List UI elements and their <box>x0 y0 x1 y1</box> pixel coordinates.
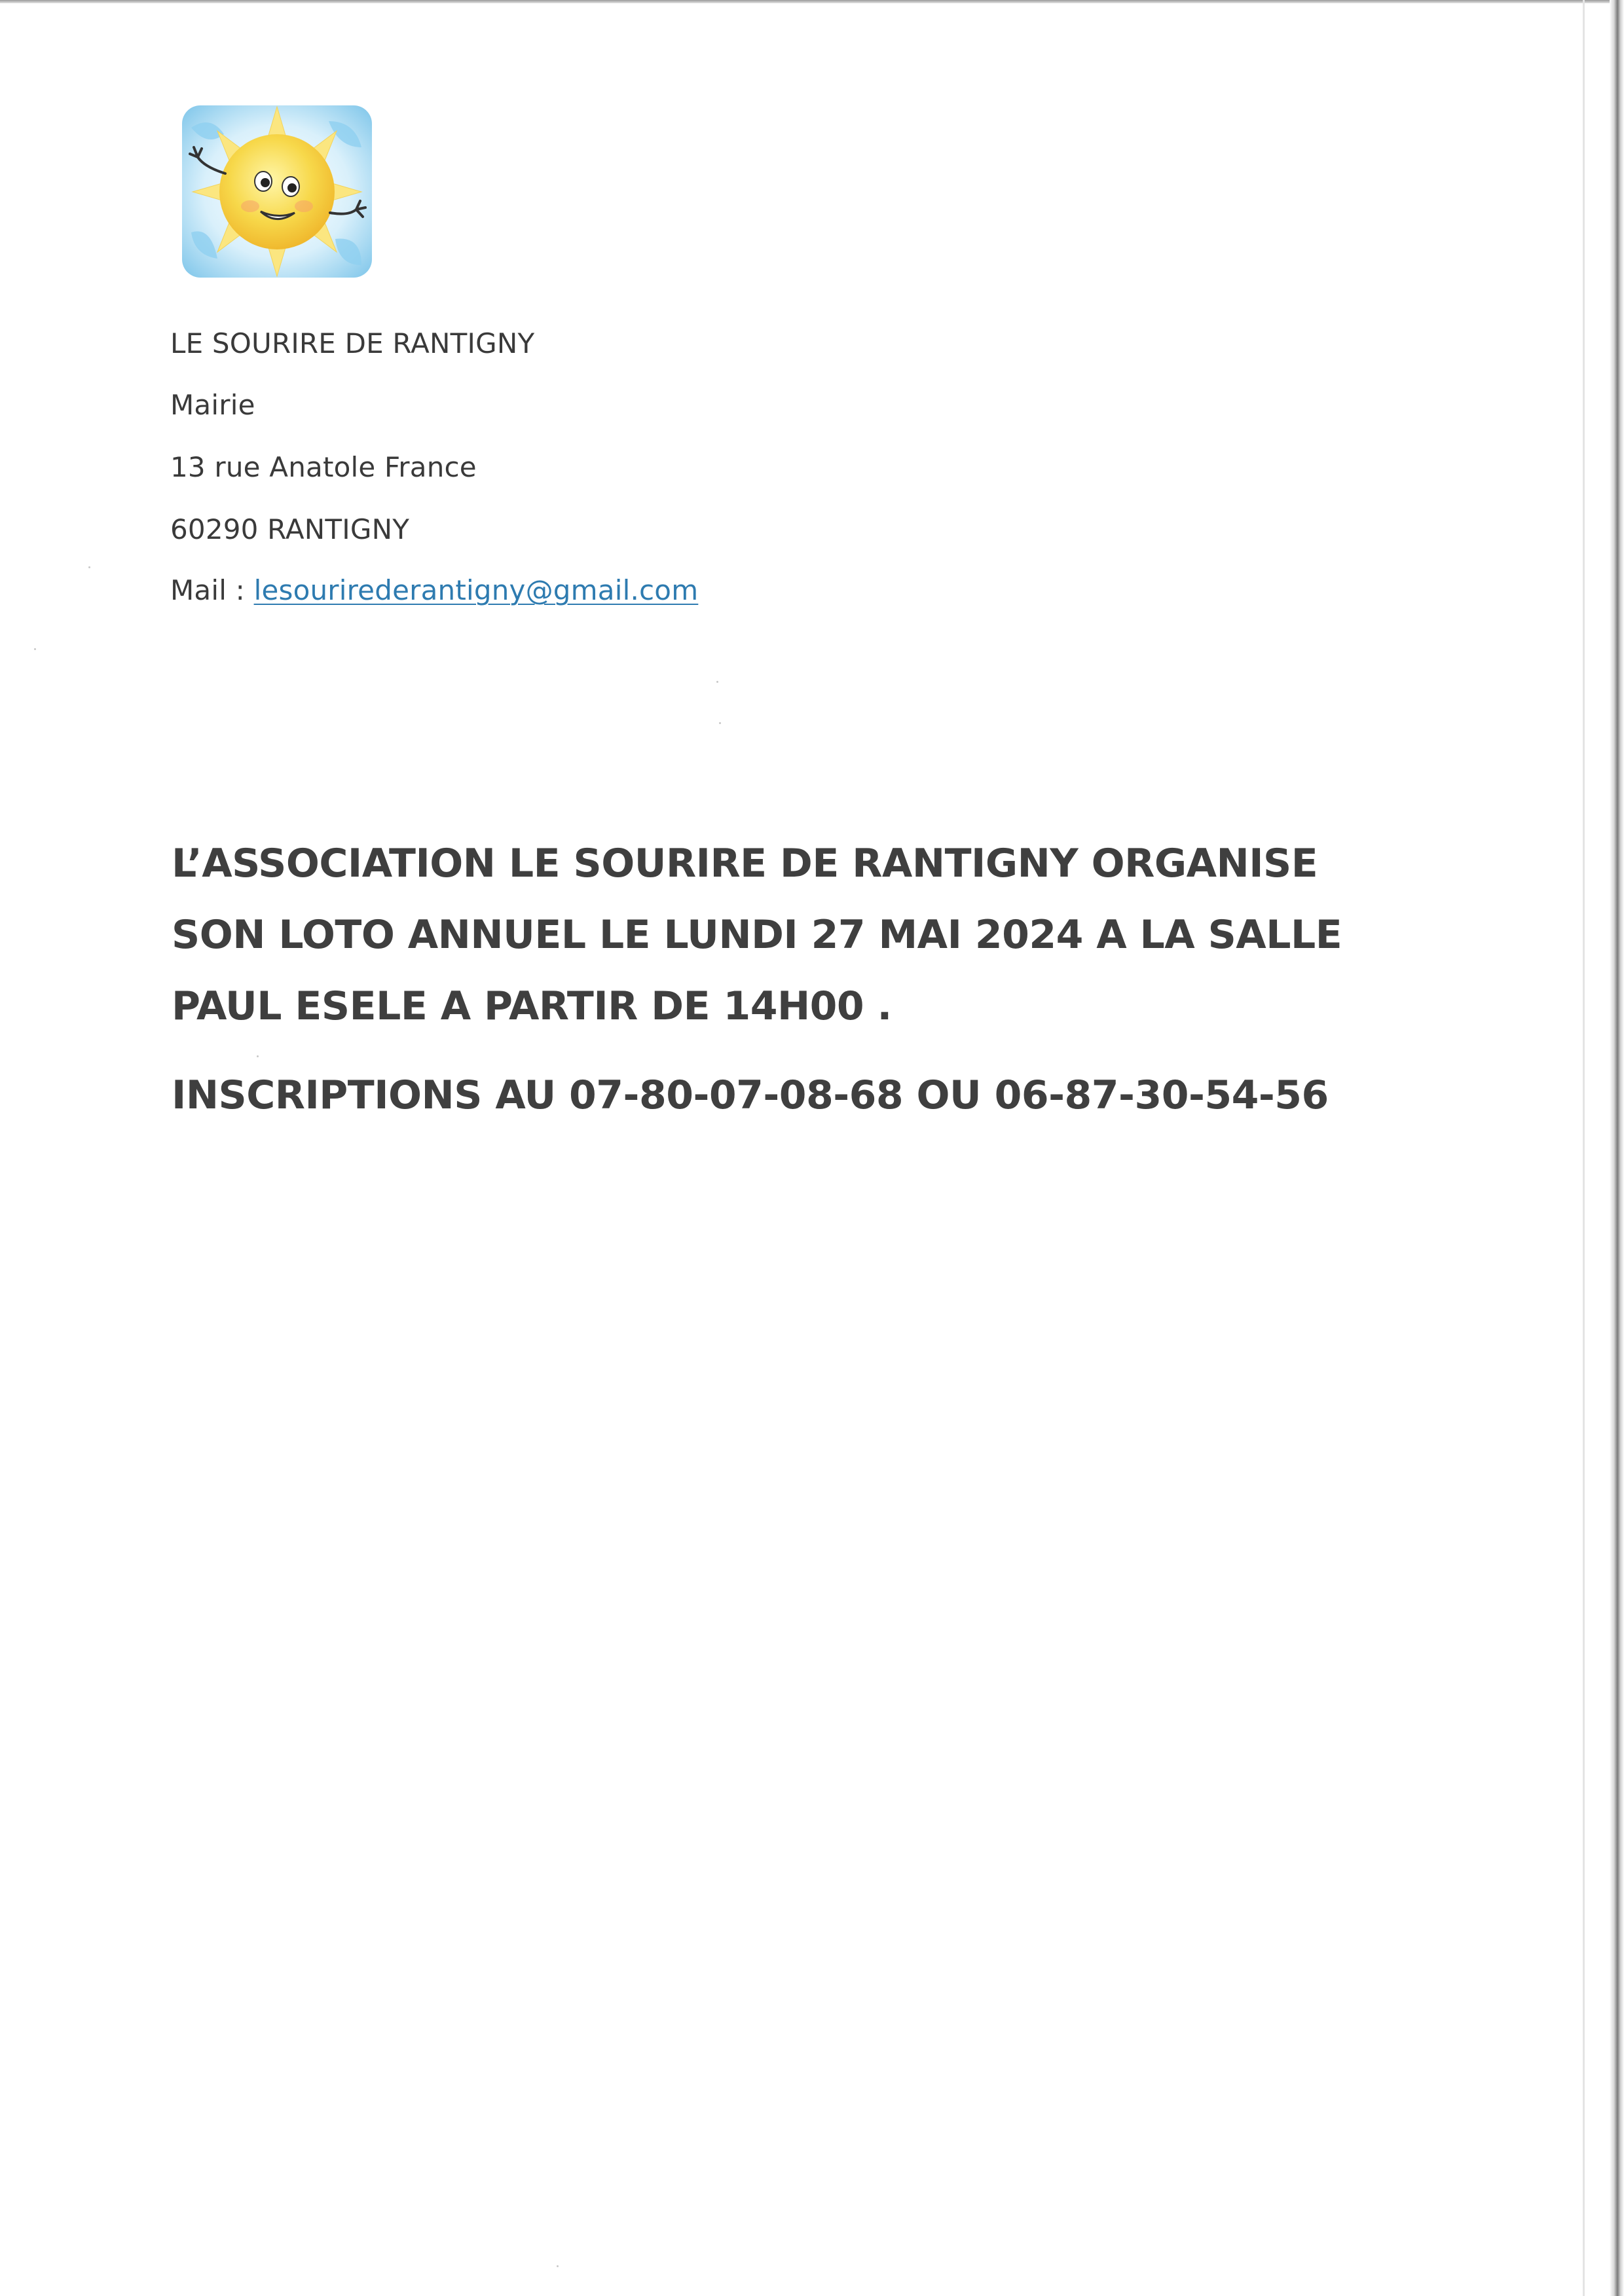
mail-line <box>170 574 698 606</box>
address-city: 60290 RANTIGNY <box>170 513 410 545</box>
scan-edge-right <box>1610 0 1624 2296</box>
mail-link[interactable]: lesourirederantigny@gmail.com <box>253 574 699 606</box>
mail-label: Mail : <box>170 574 254 606</box>
scan-speck <box>719 722 721 724</box>
scan-speck <box>34 648 36 650</box>
announcement-line-1: L’ASSOCIATION LE SOURIRE DE RANTIGNY ORGANISE <box>172 841 1318 886</box>
address-street: 13 rue Anatole France <box>170 451 477 483</box>
scan-edge-line <box>1583 0 1585 2296</box>
organization-name: LE SOURIRE DE RANTIGNY <box>170 327 535 359</box>
inscriptions-line: INSCRIPTIONS AU 07-80-07-08-68 OU 06-87-30-54-56 <box>172 1072 1329 1118</box>
announcement-line-3: PAUL ESELE A PARTIR DE 14H00 . <box>172 983 892 1029</box>
smiling-sun-icon <box>178 101 376 282</box>
announcement-line-2: SON LOTO ANNUEL LE LUNDI 27 MAI 2024 A LA SALLE <box>172 912 1342 958</box>
scan-speck <box>88 566 90 568</box>
scan-edge-top <box>0 0 1624 3</box>
scan-speck <box>716 681 718 683</box>
address-mairie: Mairie <box>170 389 255 421</box>
scan-speck <box>257 1055 259 1057</box>
scan-speck <box>557 2265 559 2267</box>
